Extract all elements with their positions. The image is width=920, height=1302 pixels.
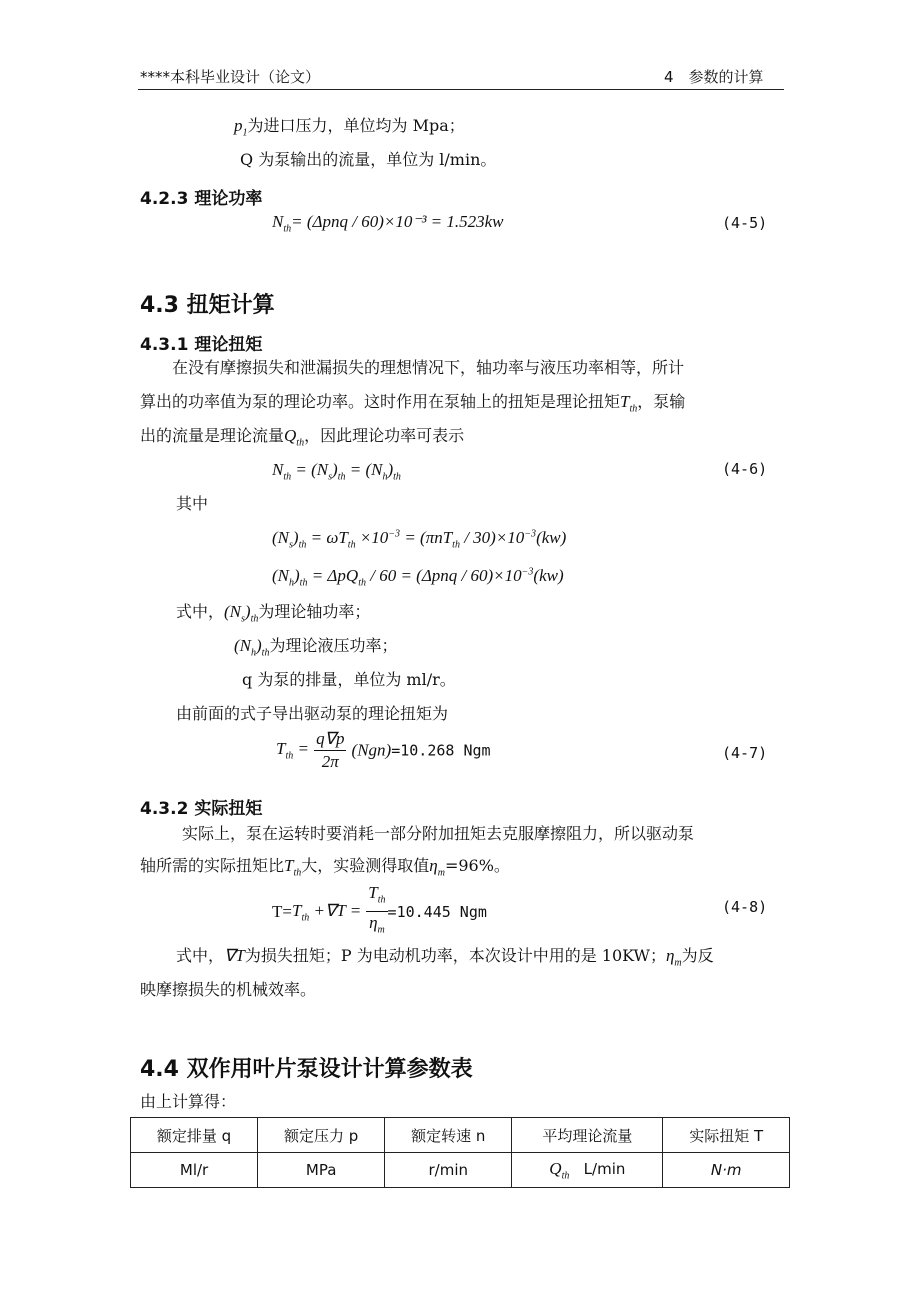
equation-4-7: $T_{th}$ = $\frac{q\nabla p}{2\pi}$ (Ngn)=10.268 Ngm: [276, 729, 491, 771]
equation-4-6-number: (4-6): [722, 460, 768, 478]
equation-4-5-number: (4-5): [722, 214, 768, 232]
derive-line: 由前面的式子导出驱动泵的理论扭矩为: [176, 704, 449, 723]
parameter-table: [130, 1117, 790, 1188]
section-4-3: 4.3 扭矩计算: [140, 293, 275, 318]
table-cell: 平均理论流量: [512, 1118, 663, 1153]
header-right: 4 参数的计算: [664, 68, 764, 86]
equation-4-5: $N_{th}= (\Delta pnq / 60)\times 10^{-3} = 1.523kw$: [272, 212, 504, 235]
table-cell: 实际扭矩 T: [663, 1118, 790, 1153]
section-4-2-3: 4.2.3 理论功率: [140, 189, 263, 209]
p1-definition: [234, 116, 465, 143]
paragraph-1-line-1: 在没有摩擦损失和泄漏损失的理想情况下，轴功率与液压功率相等，所计: [172, 358, 685, 377]
p1-symbol: $p_1$: [234, 116, 248, 139]
section-4-3-1: 4.3.1 理论扭矩: [140, 335, 263, 355]
table-row: [131, 1153, 790, 1188]
paragraph-3-line-2: 映摩擦损失的机械效率。: [140, 980, 317, 999]
equation-nh: $(N_h)_{th} = \Delta pQ_{th} / 60 = (\Delta pnq / 60)\times 10^{-3}(kw)$: [272, 566, 564, 589]
header-left: ****本科毕业设计（论文）: [140, 68, 321, 86]
section-4-4: 4.4 双作用叶片泵设计计算参数表: [140, 1057, 473, 1082]
equation-4-7-number: (4-7): [722, 744, 768, 762]
p1-definition-text: 为进口压力，单位均为 Mpa；: [247, 116, 465, 135]
equation-ns: $(N_s)_{th} = \omega T_{th} \times 10^{-3} = (\pi nT_{th} / 30)\times 10^{-3}(kw)$: [272, 528, 567, 551]
table-row: [131, 1118, 790, 1153]
paragraph-3-line-1: 式中，∇T为损失扭矩；P 为电动机功率，本次设计中用的是 10KW；$\eta_m$为反: [176, 946, 714, 969]
header-rule: [138, 89, 784, 90]
table-cell: 额定转速 n: [385, 1118, 512, 1153]
paragraph-2-line-2: 轴所需的实际扭矩比$T_{th}$大，实验测得取值$\eta_m=96\%$。: [140, 856, 510, 879]
table-cell: r/min: [385, 1153, 512, 1188]
nh-definition: $(N_h)_{th}$为理论液压功率；: [234, 636, 398, 659]
calc-line: 由上计算得：: [140, 1092, 237, 1111]
ns-definition: 式中，$(N_s)_{th}$为理论轴功率；: [176, 602, 371, 625]
qizhong-label: 其中: [176, 494, 209, 513]
equation-4-6: $N_{th} = (N_s)_{th} = (N_h)_{th}$: [272, 460, 401, 483]
equation-4-8-number: (4-8): [722, 898, 768, 916]
table-cell: MPa: [258, 1153, 385, 1188]
equation-4-8: $T=T_{th} +\nabla T$ = $\frac{T_{th}}{\eta_m}$ =10.445 Ngm: [272, 883, 487, 936]
q-displacement: q 为泵的排量，单位为 ml/r。: [242, 670, 456, 689]
table-cell-flow-unit: $Q_{th}$ L/min: [512, 1153, 663, 1188]
paragraph-2-line-1: 实际上，泵在运转时要消耗一部分附加扭矩去克服摩擦阻力，所以驱动泵: [182, 824, 695, 843]
paragraph-1-line-3: 出的流量是理论流量$Q_{th}$，因此理论功率可表示: [140, 426, 465, 449]
paragraph-1-line-2: 算出的功率值为泵的理论功率。这时作用在泵轴上的扭矩是理论扭矩$T_{th}$，泵输: [140, 392, 686, 415]
table-cell: 额定压力 p: [258, 1118, 385, 1153]
table-cell: 额定排量 q: [131, 1118, 258, 1153]
table-cell: N·m: [663, 1153, 790, 1188]
q-definition: Q 为泵输出的流量，单位为 l/min。: [240, 150, 497, 169]
equation-4-5-rhs: = (Δpnq / 60)×10⁻³ = 1.523kw: [291, 212, 504, 231]
section-4-3-2: 4.3.2 实际扭矩: [140, 799, 263, 819]
table-cell: Ml/r: [131, 1153, 258, 1188]
